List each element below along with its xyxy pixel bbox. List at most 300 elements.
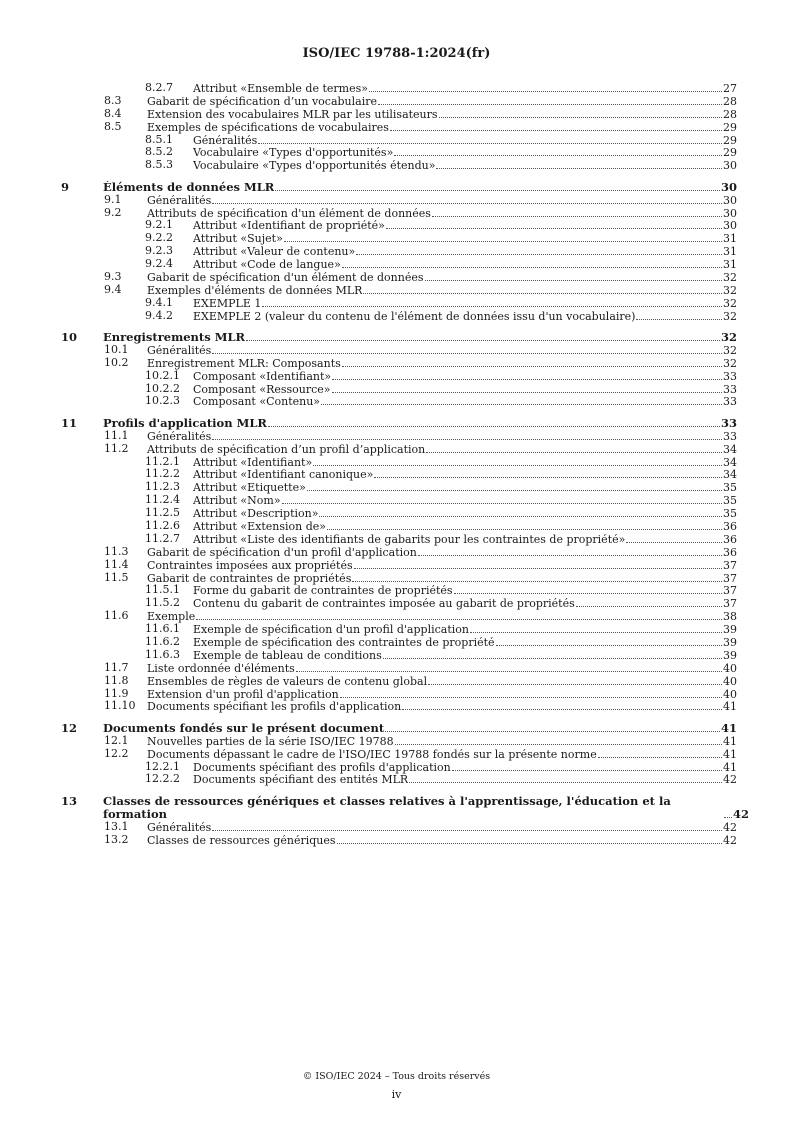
toc-entry-number: 11.2.3	[145, 480, 180, 494]
toc-entry-title: Attribut «Identifiant»	[193, 456, 313, 469]
toc-entry[interactable]	[0, 494, 793, 507]
toc-entry-page: 35	[723, 494, 737, 508]
toc-entry[interactable]	[0, 748, 793, 761]
toc-entry-page: 33	[720, 415, 737, 430]
toc-entry-title: Exemples de spécifications de vocabulaires	[147, 121, 389, 134]
toc-entry[interactable]	[0, 649, 793, 662]
page-number: iv	[391, 1088, 402, 1101]
dot-leader	[409, 773, 722, 783]
toc-entry-line	[147, 108, 737, 122]
dot-leader	[332, 370, 722, 380]
toc-entry[interactable]	[0, 584, 793, 597]
dot-leader	[394, 146, 722, 156]
toc-entry-line	[193, 468, 737, 482]
dot-leader	[439, 108, 722, 118]
toc-entry-page: 30	[723, 159, 737, 173]
toc-entry-number: 12.2.1	[145, 759, 180, 773]
dot-leader	[354, 559, 722, 569]
dot-leader	[724, 808, 732, 818]
toc-entry-line	[193, 370, 737, 384]
toc-entry-title: Documents spécifiant des entités MLR	[193, 774, 409, 787]
toc-entry-title: Attribut «Identifiant canonique»	[193, 469, 374, 482]
toc-entry-number: 9.3	[104, 269, 122, 283]
toc-entry-number: 11.2.1	[145, 454, 180, 468]
toc-chapter-entry[interactable]	[0, 331, 793, 344]
toc-entry-title: Contraintes imposées aux propriétés	[147, 559, 353, 572]
toc-entry-line	[103, 331, 737, 344]
toc-entry[interactable]	[0, 310, 793, 323]
toc-entry[interactable]	[0, 159, 793, 172]
dot-leader	[212, 430, 722, 440]
dot-leader	[390, 121, 722, 131]
toc-entry-page: 31	[723, 245, 737, 259]
toc-entry[interactable]	[0, 121, 793, 134]
toc-entry-line	[103, 181, 737, 194]
dot-leader	[212, 344, 722, 354]
toc-entry-line	[193, 456, 737, 470]
toc-entry-title: Classes de ressources génériques et classes relatives à l'apprentissage, l'éducation et la	[103, 794, 671, 808]
toc-entry-number: 10.2.2	[145, 381, 180, 395]
dot-leader	[363, 284, 722, 294]
toc-entry-number: 10.1	[104, 342, 129, 356]
toc-entry-number: 8.5.1	[145, 132, 173, 146]
toc-entry-number: 9.1	[104, 192, 122, 206]
dot-leader	[470, 623, 722, 633]
toc-entry-title: Gabarit de spécification d'un profil d'application	[147, 546, 417, 559]
dot-leader	[436, 159, 722, 169]
toc-entry-page: 36	[723, 532, 737, 546]
toc-entry-number: 8.5	[104, 119, 122, 133]
dot-leader	[246, 331, 720, 341]
toc-entry-title: Documents dépassant le cadre de l'ISO/IEC 19788 fondés sur la présente norme	[147, 748, 597, 761]
toc-entry-number: 13.2	[104, 832, 129, 846]
toc-entry-title: Attribut «Extension de»	[193, 521, 327, 533]
toc-entry-line	[147, 271, 737, 285]
toc-entry-number: 9.2	[104, 205, 122, 219]
toc-entry-title: Attribut «Sujet»	[193, 233, 283, 246]
toc-entry-line	[147, 95, 737, 109]
toc-entry-page: 37	[723, 597, 737, 611]
dot-leader	[452, 761, 722, 771]
toc-entry-title: Enregistrement MLR: Composants	[147, 357, 341, 370]
dot-leader	[212, 821, 722, 831]
toc-entry[interactable]	[0, 533, 793, 546]
toc-entry-page: 34	[723, 442, 737, 456]
toc-entry-number: 11.2.7	[145, 531, 180, 545]
toc-entry-page: 32	[720, 330, 737, 345]
toc-entry-title: Documents spécifiant les profils d'application	[147, 701, 402, 714]
toc-entry[interactable]	[0, 344, 793, 357]
toc-entry[interactable]	[0, 134, 793, 147]
dot-leader	[386, 219, 722, 229]
toc-entry-line	[193, 623, 737, 637]
toc-entry-page: 28	[723, 107, 737, 121]
toc-entry-page: 35	[723, 507, 737, 521]
dot-leader	[337, 834, 722, 844]
toc-entry-number: 11.5.1	[145, 583, 180, 597]
toc-entry-page: 40	[723, 674, 737, 688]
toc-entry-line	[147, 735, 737, 749]
toc-entry-title: Exemple de spécification d'un profil d'application	[193, 624, 469, 637]
toc-entry-number: 11.2.5	[145, 506, 180, 520]
dot-leader	[268, 417, 720, 427]
toc-entry-title: Gabarit de spécification d’un vocabulaire	[147, 95, 378, 108]
toc-entry-line	[147, 748, 737, 762]
toc-entry-number: 9.4.1	[145, 295, 173, 309]
toc-entry[interactable]	[0, 834, 793, 847]
dot-leader	[321, 395, 722, 405]
toc-entry-line	[103, 417, 737, 430]
toc-entry-title: Généralités	[147, 821, 212, 834]
toc-entry-title: Composant «Contenu»	[193, 396, 321, 409]
toc-entry-line	[193, 258, 737, 272]
toc-entry-number: 11.6.2	[145, 635, 180, 649]
toc-entry-number: 11.2.4	[145, 493, 180, 507]
toc-entry-line	[193, 383, 737, 397]
toc-entry-number: 11.1	[104, 428, 129, 442]
dot-leader	[383, 649, 722, 659]
toc-entry-line	[147, 559, 737, 573]
toc-entry-page: 42	[723, 773, 737, 787]
toc-entry-page: 31	[723, 232, 737, 246]
dot-leader	[369, 82, 722, 92]
toc-entry-line	[147, 121, 737, 135]
toc-entry-line	[193, 297, 737, 311]
toc-entry-page: 33	[723, 395, 737, 409]
dot-leader	[296, 662, 722, 672]
toc-entry-page: 40	[723, 687, 737, 701]
toc-entry-line	[147, 443, 737, 457]
toc-entry-title: Enregistrements MLR	[103, 331, 246, 344]
dot-leader	[626, 533, 722, 543]
toc-entry[interactable]	[0, 610, 793, 623]
toc-entry-line	[147, 610, 737, 624]
toc-entry-title-continued: formation	[103, 807, 168, 821]
toc-entry-title: Composant «Identifiant»	[193, 370, 332, 383]
toc-entry-page: 35	[723, 481, 737, 495]
toc-entry-page: 42	[723, 833, 737, 847]
toc-entry[interactable]	[0, 468, 793, 481]
toc-entry[interactable]	[0, 761, 793, 774]
toc-entry[interactable]	[0, 370, 793, 383]
toc-entry-page: 41	[720, 720, 737, 735]
dot-leader	[275, 181, 720, 191]
toc-entry-title: Exemple de spécification des contraintes de propriété	[193, 637, 495, 650]
toc-entry-title: Attribut «Nom»	[193, 495, 281, 508]
dot-leader	[212, 194, 722, 204]
toc-entry-wrap	[103, 794, 750, 821]
toc-entry-line	[193, 761, 737, 775]
toc-entry-number: 9	[61, 179, 70, 194]
toc-entry[interactable]	[0, 623, 793, 636]
toc-entry-title: Extension des vocabulaires MLR par les utilisateurs	[147, 108, 438, 121]
dot-leader	[426, 443, 722, 453]
toc-entry-number: 8.4	[104, 106, 122, 120]
toc-entry-number: 12.1	[104, 733, 129, 747]
toc-entry-title: Documents spécifiant des profils d'application	[193, 761, 451, 774]
toc-entry-number: 11.8	[104, 673, 129, 687]
toc-chapter-entry[interactable]	[0, 181, 793, 194]
toc-entry-line	[193, 520, 737, 534]
toc-entry-number: 11.6	[104, 609, 129, 623]
toc-entry-page: 37	[723, 571, 737, 585]
toc-entry[interactable]	[0, 207, 793, 220]
toc-entry-line	[193, 649, 737, 663]
toc-entry[interactable]	[0, 232, 793, 245]
toc-entry-line	[103, 722, 737, 735]
toc-entry-page: 30	[723, 219, 737, 233]
dot-leader	[636, 310, 722, 320]
toc-entry-page: 39	[723, 648, 737, 662]
toc-entry-line	[147, 688, 737, 702]
toc-entry-page: 38	[723, 610, 737, 624]
toc-entry[interactable]	[0, 481, 793, 494]
dot-leader	[496, 636, 722, 646]
toc-entry-page: 39	[723, 623, 737, 637]
toc-entry-line	[193, 219, 737, 233]
dot-leader	[374, 468, 722, 478]
dot-leader	[402, 700, 722, 710]
toc-entry-number: 11.9	[104, 686, 129, 700]
toc-entry-number: 13	[61, 793, 78, 808]
toc-entry[interactable]	[0, 146, 793, 159]
toc-entry-title: Exemple de tableau de conditions	[193, 649, 382, 662]
toc-chapter-entry[interactable]	[0, 722, 793, 735]
toc-entry[interactable]	[0, 108, 793, 121]
toc-entry-line	[103, 794, 750, 821]
toc-entry-title: Attribut «Valeur de contenu»	[193, 246, 356, 259]
dot-leader	[332, 383, 722, 393]
toc-entry-number: 9.4	[104, 282, 122, 296]
toc-entry-number: 12.2	[104, 746, 129, 760]
toc-entry-title: Composant «Ressource»	[193, 383, 331, 396]
toc-entry-title: Attribut «Identifiant de propriété»	[193, 220, 385, 233]
toc-entry[interactable]	[0, 194, 793, 207]
toc-entry-number: 8.5.2	[145, 145, 173, 159]
toc-entry-line	[193, 636, 737, 650]
page-header: ISO/IEC 19788-1:2024(fr)	[302, 46, 491, 61]
toc-entry-line	[147, 662, 737, 676]
toc-entry-number: 9.2.4	[145, 257, 173, 271]
toc-entry[interactable]	[0, 357, 793, 370]
toc-entry-page: 41	[723, 760, 737, 774]
toc-entry-title: Généralités	[147, 194, 212, 207]
toc-entry-line	[193, 597, 737, 611]
toc-entry-title: Attribut «Code de langue»	[193, 259, 341, 272]
toc-entry-page: 28	[723, 94, 737, 108]
toc-entry[interactable]	[0, 82, 793, 95]
toc-entry-number: 10.2.1	[145, 368, 180, 382]
toc-entry-line	[147, 700, 737, 714]
toc-entry-title: Forme du gabarit de contraintes de propriétés	[193, 585, 453, 598]
table-of-contents	[0, 82, 793, 846]
dot-leader	[258, 134, 722, 144]
toc-entry-number: 11.2.2	[145, 467, 180, 481]
toc-entry[interactable]	[0, 546, 793, 559]
toc-entry-page: 32	[723, 296, 737, 310]
dot-leader	[196, 610, 722, 620]
toc-entry-number: 9.2.2	[145, 231, 173, 245]
toc-entry-page: 33	[723, 369, 737, 383]
toc-entry-number: 9.4.2	[145, 308, 173, 322]
dot-leader	[576, 597, 722, 607]
toc-entry[interactable]	[0, 297, 793, 310]
dot-leader	[307, 481, 722, 491]
toc-entry[interactable]	[0, 245, 793, 258]
toc-entry[interactable]	[0, 773, 793, 786]
toc-entry-line	[147, 207, 737, 221]
toc-entry-line	[193, 159, 737, 173]
toc-entry-number: 11.7	[104, 660, 129, 674]
toc-entry-page: 40	[723, 661, 737, 675]
toc-entry-number: 11.6.1	[145, 622, 180, 636]
toc-entry-page: 29	[723, 120, 737, 134]
toc-entry-title: Généralités	[147, 344, 212, 357]
toc-entry-title: Exemples d'éléments de données MLR	[147, 284, 363, 297]
toc-entry-number: 8.5.3	[145, 158, 173, 172]
toc-entry[interactable]	[0, 383, 793, 396]
toc-entry-title: Généralités	[147, 430, 212, 443]
toc-entry-page: 41	[723, 734, 737, 748]
toc-entry[interactable]	[0, 821, 793, 834]
toc-entry-title: Profils d'application MLR	[103, 416, 267, 430]
toc-entry-title: Ensembles de règles de valeurs de contenu global	[147, 675, 428, 688]
toc-entry-title: Attribut «Description»	[193, 508, 319, 521]
dot-leader	[432, 207, 722, 217]
toc-entry-number: 10.2	[104, 355, 129, 369]
toc-entry[interactable]	[0, 700, 793, 713]
toc-entry-number: 11	[61, 415, 78, 430]
toc-entry-title: Attributs de spécification d’un profil d’application	[147, 443, 426, 456]
toc-entry[interactable]	[0, 456, 793, 469]
toc-entry-number: 11.6.3	[145, 647, 180, 661]
toc-entry[interactable]	[0, 572, 793, 585]
toc-entry-line	[193, 494, 737, 508]
toc-entry-line	[147, 546, 737, 560]
dot-leader	[327, 520, 722, 530]
toc-chapter-entry[interactable]	[0, 417, 793, 430]
toc-entry[interactable]	[0, 507, 793, 520]
toc-entry-page: 41	[723, 700, 737, 714]
toc-entry-page: 37	[723, 584, 737, 598]
dot-leader	[342, 357, 722, 367]
toc-entry-line	[147, 572, 737, 586]
toc-entry-title: Documents fondés sur le présent document	[103, 721, 385, 735]
dot-leader	[425, 271, 722, 281]
toc-entry-title: Gabarit de spécification d'un élément de données	[147, 271, 424, 284]
toc-entry-page: 30	[723, 193, 737, 207]
toc-entry-number: 11.10	[104, 699, 136, 713]
toc-entry-page: 33	[723, 382, 737, 396]
toc-entry-line	[193, 584, 737, 598]
toc-entry[interactable]	[0, 559, 793, 572]
dot-leader	[598, 748, 722, 758]
toc-entry-number: 11.2	[104, 441, 129, 455]
dot-leader	[418, 546, 722, 556]
dot-leader	[262, 297, 722, 307]
toc-entry-page: 32	[723, 283, 737, 297]
toc-entry-page: 30	[723, 206, 737, 220]
toc-entry-page: 34	[723, 468, 737, 482]
toc-entry-number: 11.3	[104, 544, 129, 558]
toc-entry-title: Attribut «Liste des identifiants de gabarits pour les contraintes de propriété»	[193, 533, 626, 546]
toc-entry[interactable]	[0, 95, 793, 108]
toc-entry-line	[193, 507, 737, 521]
toc-entry-line	[193, 310, 737, 324]
toc-entry[interactable]	[0, 443, 793, 456]
dot-leader	[454, 584, 722, 594]
toc-entry-number: 11.5	[104, 570, 129, 584]
toc-entry-line	[147, 821, 737, 835]
toc-entry-line	[193, 232, 737, 246]
dot-leader	[319, 507, 722, 517]
toc-entry-number: 9.2.1	[145, 218, 173, 232]
toc-entry-number: 11.5.2	[145, 596, 180, 610]
dot-leader	[313, 456, 722, 466]
toc-entry-number: 10.2.3	[145, 394, 180, 408]
toc-entry[interactable]	[0, 284, 793, 297]
toc-entry-page: 36	[723, 545, 737, 559]
dot-leader	[395, 735, 722, 745]
toc-entry[interactable]	[0, 675, 793, 688]
toc-entry-line	[147, 357, 737, 371]
toc-entry-title: Attribut «Étiquette»	[193, 482, 306, 495]
toc-entry-title: Classes de ressources génériques	[147, 834, 336, 847]
toc-entry-page: 39	[723, 636, 737, 650]
toc-entry[interactable]	[0, 430, 793, 443]
toc-entry[interactable]	[0, 520, 793, 533]
toc-entry-page: 32	[723, 309, 737, 323]
toc-entry-title: EXEMPLE 1	[193, 297, 262, 310]
toc-entry-line	[193, 134, 737, 148]
dot-leader	[378, 95, 722, 105]
toc-entry[interactable]	[0, 219, 793, 232]
toc-entry-page: 33	[723, 429, 737, 443]
toc-entry-number: 9.2.3	[145, 244, 173, 258]
toc-entry-line	[193, 481, 737, 495]
toc-entry-title: EXEMPLE 2 (valeur du contenu de l'élément de données issu d'un vocabulaire)	[193, 310, 636, 323]
dot-leader	[282, 494, 722, 504]
toc-entry-line	[147, 834, 737, 848]
toc-entry[interactable]	[0, 395, 793, 408]
toc-entry-line	[193, 245, 737, 259]
toc-entry-number: 8.3	[104, 93, 122, 107]
toc-entry[interactable]	[0, 636, 793, 649]
toc-chapter-entry[interactable]	[0, 795, 793, 821]
toc-entry-number: 11.2.6	[145, 519, 180, 532]
toc-entry-page: 42	[723, 820, 737, 834]
toc-entry[interactable]	[0, 735, 793, 748]
toc-entry-title: Généralités	[193, 134, 258, 147]
toc-entry-number: 8.2.7	[145, 81, 173, 94]
toc-entry-number: 10	[61, 330, 78, 345]
toc-entry-page: 32	[723, 270, 737, 284]
dot-leader	[352, 572, 722, 582]
toc-entry-page: 34	[723, 455, 737, 469]
copyright-footer: © ISO/IEC 2024 – Tous droits réservés	[302, 1071, 491, 1082]
toc-entry-line	[147, 284, 737, 298]
toc-entry-title: Gabarit de contraintes de propriétés	[147, 572, 352, 585]
toc-entry[interactable]	[0, 271, 793, 284]
toc-entry-title: Liste ordonnée d'éléments	[147, 662, 295, 675]
toc-entry-number: 12	[61, 720, 78, 735]
dot-leader	[342, 258, 722, 268]
toc-entry-title: Vocabulaire «Types d'opportunités»	[193, 147, 394, 160]
dot-leader	[340, 688, 722, 698]
dot-leader	[385, 722, 720, 732]
toc-entry[interactable]	[0, 662, 793, 675]
toc-entry-line	[193, 82, 737, 96]
